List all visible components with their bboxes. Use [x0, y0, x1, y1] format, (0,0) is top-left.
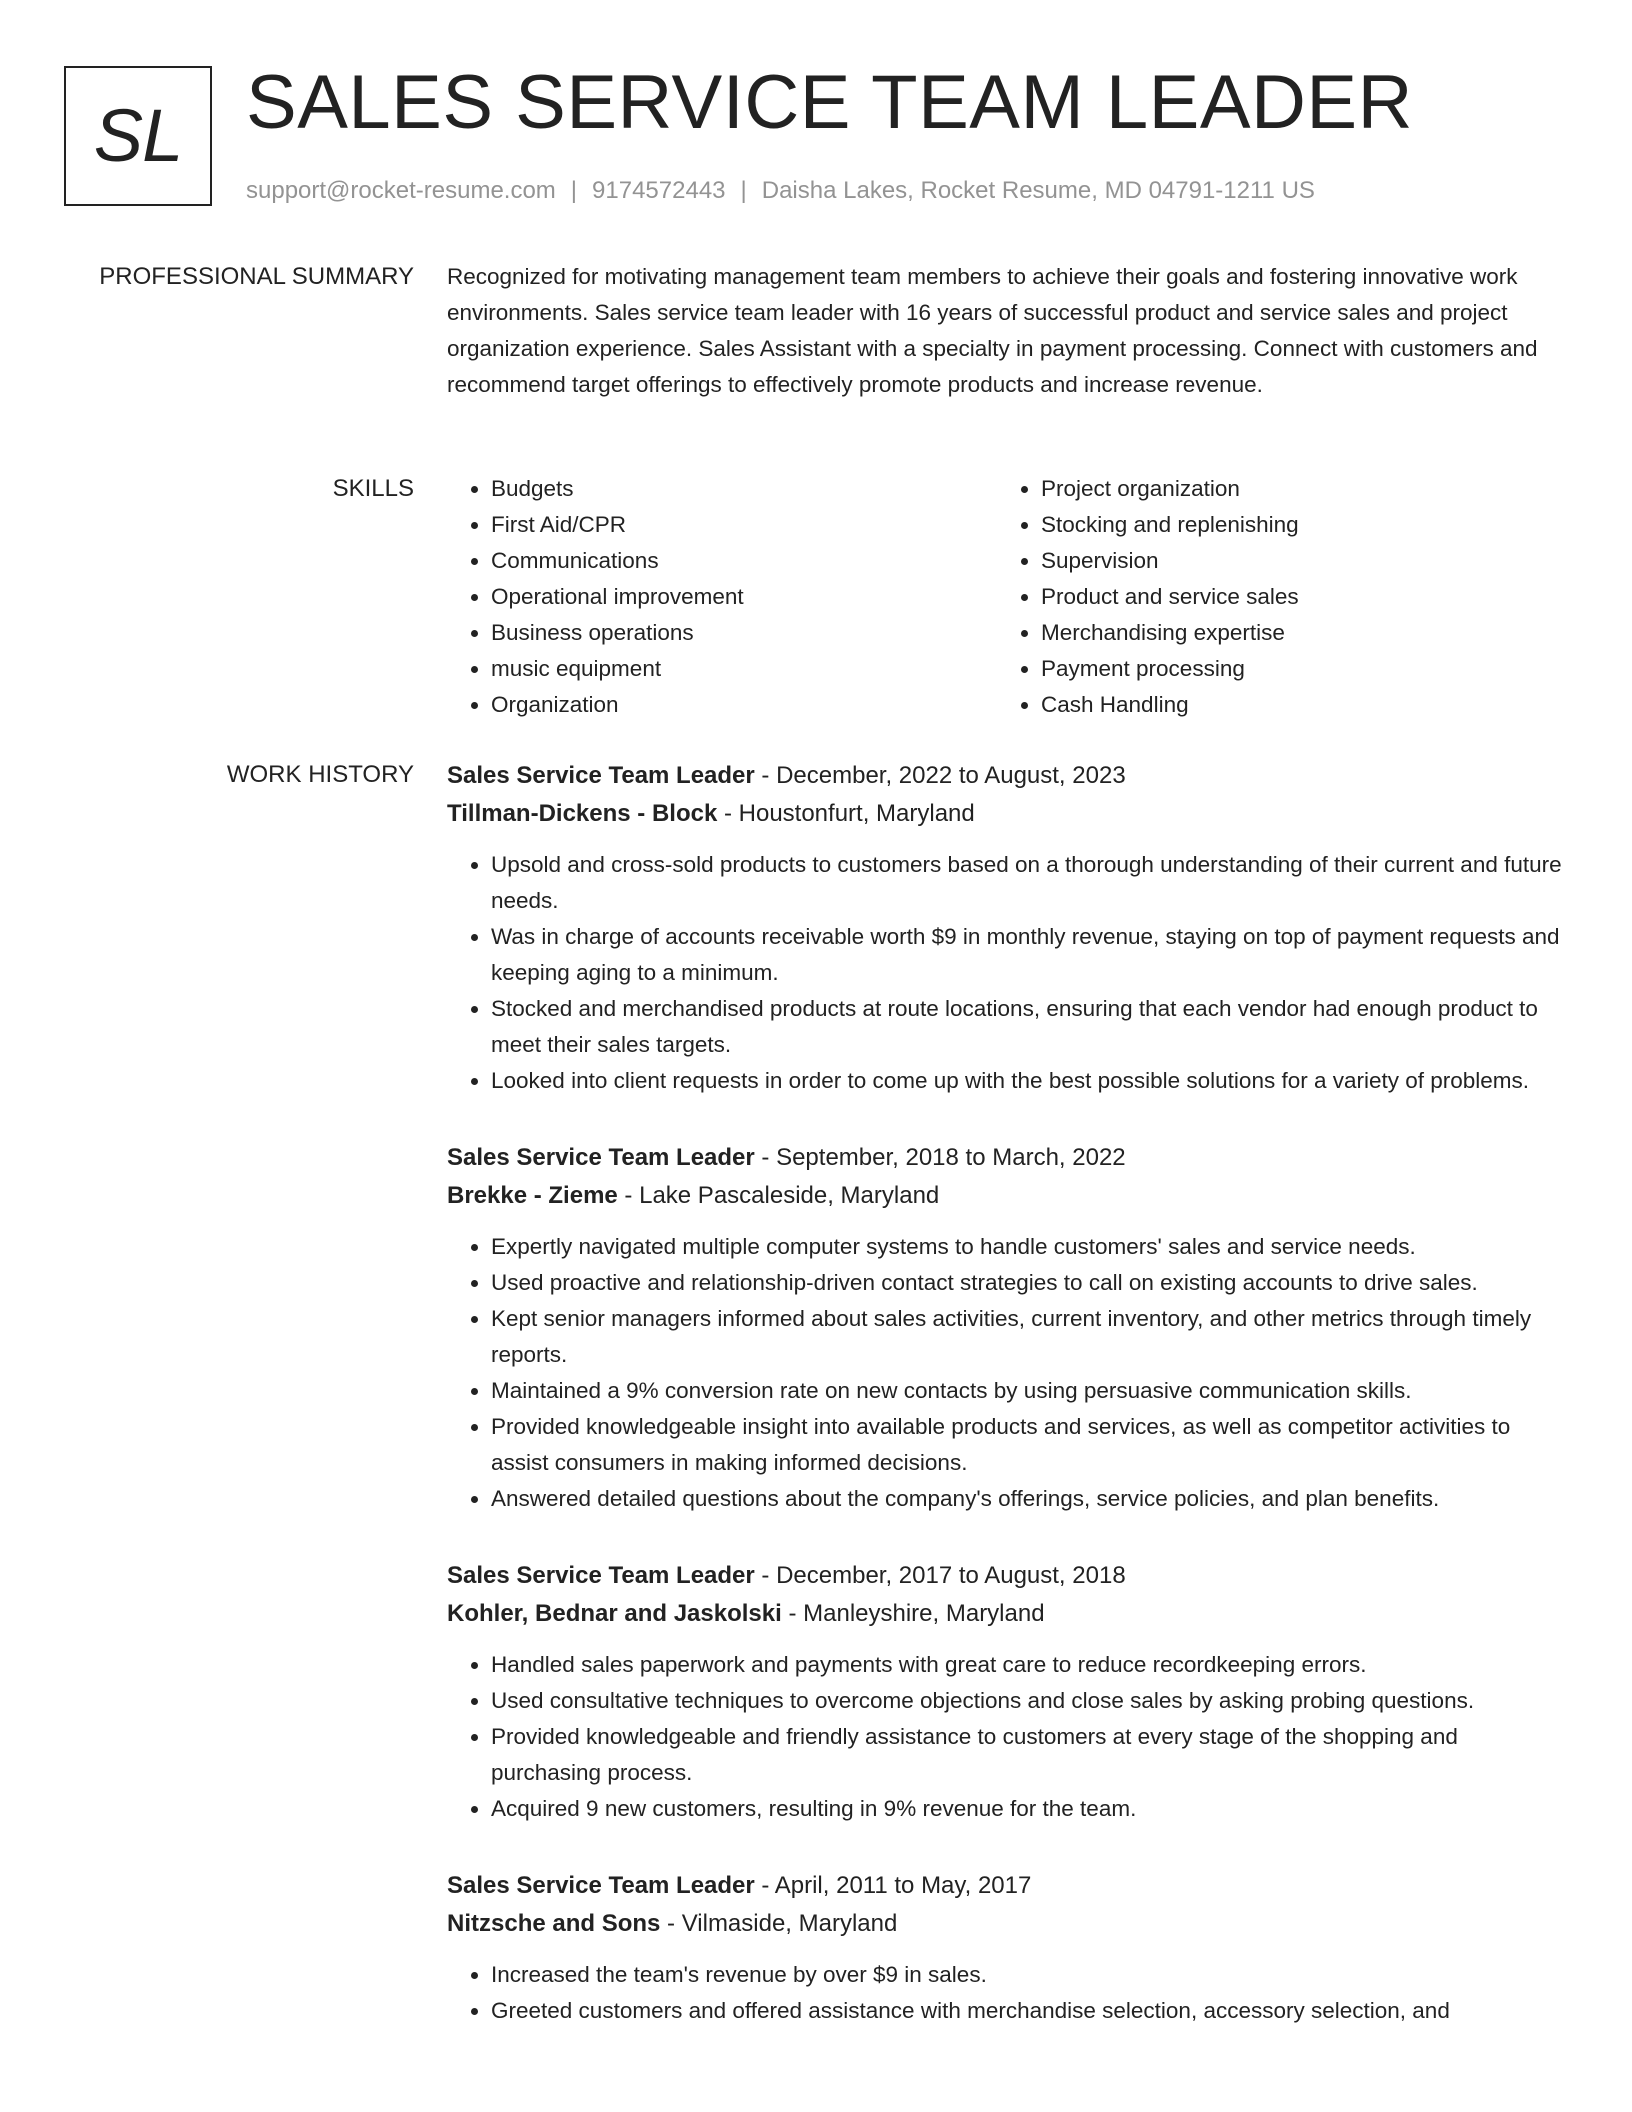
job-title: Sales Service Team Leader — [447, 1144, 755, 1171]
job-bullet: • Upsold and cross-sold products to customers based on a thorough understanding of their current and future needs. — [491, 847, 1567, 919]
job-bullet: • Greeted customers and offered assistance with merchandise selection, accessory selection, and — [491, 1993, 1567, 2029]
skill-item: • Stocking and replenishing — [1041, 507, 1547, 543]
job-entry — [447, 1557, 1567, 1827]
skill-item: • Merchandising expertise — [1041, 615, 1547, 651]
contact-separator: | — [740, 177, 747, 204]
job-bullet: • Used consultative techniques to overcome objections and close sales by asking probing questions. — [491, 1683, 1567, 1719]
work-history-body — [447, 757, 1567, 2069]
job-location: - Manleyshire, Maryland — [781, 1600, 1045, 1627]
job-location: - Houstonfurt, Maryland — [717, 800, 975, 827]
job-dates: - December, 2022 to August, 2023 — [754, 762, 1126, 789]
job-bullets — [447, 1957, 1567, 2029]
job-location: - Vilmaside, Maryland — [660, 1910, 898, 1937]
job-company: Kohler, Bednar and Jaskolski — [447, 1600, 782, 1627]
job-bullet: • Expertly navigated multiple computer systems to handle customers' sales and service needs. — [491, 1229, 1567, 1265]
skills-column-left — [447, 471, 997, 723]
skill-item: • Project organization — [1041, 471, 1547, 507]
job-bullet: • Provided knowledgeable and friendly assistance to customers at every stage of the shopping and purchasing process. — [491, 1719, 1567, 1791]
job-title: Sales Service Team Leader — [447, 762, 755, 789]
summary-heading: PROFESSIONAL SUMMARY — [99, 263, 414, 290]
skill-item: • Supervision — [1041, 543, 1547, 579]
job-dates: - September, 2018 to March, 2022 — [754, 1144, 1126, 1171]
job-entry — [447, 1139, 1567, 1517]
skill-item: • Budgets — [491, 471, 997, 507]
summary-text: Recognized for motivating management team members to achieve their goals and fostering innovative work environments. Sales service team leader with 16 years of successful product and service sales and project organization experience. Sales Assistant with a specialty in payment processing. Connect with customers and recommend target offerings to effectively promote products and increase revenue. — [447, 264, 1538, 397]
job-company: Tillman-Dickens - Block — [447, 800, 718, 827]
job-title: Sales Service Team Leader — [447, 1872, 755, 1899]
resume-title: SALES SERVICE TEAM LEADER — [246, 60, 1414, 145]
contact-address: Daisha Lakes, Rocket Resume, MD 04791-1211 US — [761, 177, 1315, 204]
job-bullet: • Was in charge of accounts receivable worth $9 in monthly revenue, staying on top of payment requests and keeping aging to a minimum. — [491, 919, 1567, 991]
contact-phone: 9174572443 — [592, 177, 726, 204]
job-company-line — [447, 795, 1567, 833]
skill-item: • Product and service sales — [1041, 579, 1547, 615]
job-entry — [447, 757, 1567, 1099]
skill-item: • Operational improvement — [491, 579, 997, 615]
job-title-line — [447, 1557, 1567, 1595]
job-bullet: • Used proactive and relationship-driven contact strategies to call on existing accounts to drive sales. — [491, 1265, 1567, 1301]
job-company: Brekke - Zieme — [447, 1182, 618, 1209]
job-dates: - December, 2017 to August, 2018 — [754, 1562, 1126, 1589]
job-bullet: • Answered detailed questions about the company's offerings, service policies, and plan benefits. — [491, 1481, 1567, 1517]
job-title-line — [447, 1867, 1567, 1905]
work-history-heading: WORK HISTORY — [226, 761, 414, 788]
monogram-box — [64, 66, 212, 206]
job-company-line — [447, 1177, 1567, 1215]
job-bullet: • Handled sales paperwork and payments with great care to reduce recordkeeping errors. — [491, 1647, 1567, 1683]
skills-column-right — [997, 471, 1547, 723]
job-location: - Lake Pascaleside, Maryland — [617, 1182, 940, 1209]
skill-item: • Cash Handling — [1041, 687, 1547, 723]
job-company: Nitzsche and Sons — [447, 1910, 661, 1937]
contact-email: support@rocket-resume.com — [246, 177, 556, 204]
monogram-initials: SL — [93, 94, 183, 177]
job-entry — [447, 1867, 1567, 2029]
skill-item: • music equipment — [491, 651, 997, 687]
job-bullet: • Kept senior managers informed about sales activities, current inventory, and other metrics through timely reports. — [491, 1301, 1567, 1373]
skill-item: • Payment processing — [1041, 651, 1547, 687]
job-title: Sales Service Team Leader — [447, 1562, 755, 1589]
summary-body — [447, 259, 1567, 403]
skill-item: • Business operations — [491, 615, 997, 651]
contact-line — [246, 174, 1315, 208]
skills-heading: SKILLS — [332, 475, 414, 502]
job-bullet: • Acquired 9 new customers, resulting in 9% revenue for the team. — [491, 1791, 1567, 1827]
job-bullet: • Maintained a 9% conversion rate on new contacts by using persuasive communication skills. — [491, 1373, 1567, 1409]
contact-separator: | — [570, 177, 578, 204]
job-bullet: • Looked into client requests in order to come up with the best possible solutions for a variety of problems. — [491, 1063, 1567, 1099]
job-bullets — [447, 847, 1567, 1099]
job-bullet: • Provided knowledgeable insight into available products and services, as well as competitor activities to assist consumers in making informed decisions. — [491, 1409, 1567, 1481]
skills-grid — [447, 471, 1567, 723]
skill-item: • Organization — [491, 687, 997, 723]
job-bullet: • Stocked and merchandised products at route locations, ensuring that each vendor had enough product to meet their sales targets. — [491, 991, 1567, 1063]
job-company-line — [447, 1595, 1567, 1633]
job-bullets — [447, 1229, 1567, 1517]
job-bullet: • Increased the team's revenue by over $9 in sales. — [491, 1957, 1567, 1993]
job-dates: - April, 2011 to May, 2017 — [754, 1872, 1032, 1899]
job-title-line — [447, 1139, 1567, 1177]
skill-item: • First Aid/CPR — [491, 507, 997, 543]
job-title-line — [447, 757, 1567, 795]
job-company-line — [447, 1905, 1567, 1943]
job-bullets — [447, 1647, 1567, 1827]
skills-body — [447, 471, 1567, 723]
skill-item: • Communications — [491, 543, 997, 579]
